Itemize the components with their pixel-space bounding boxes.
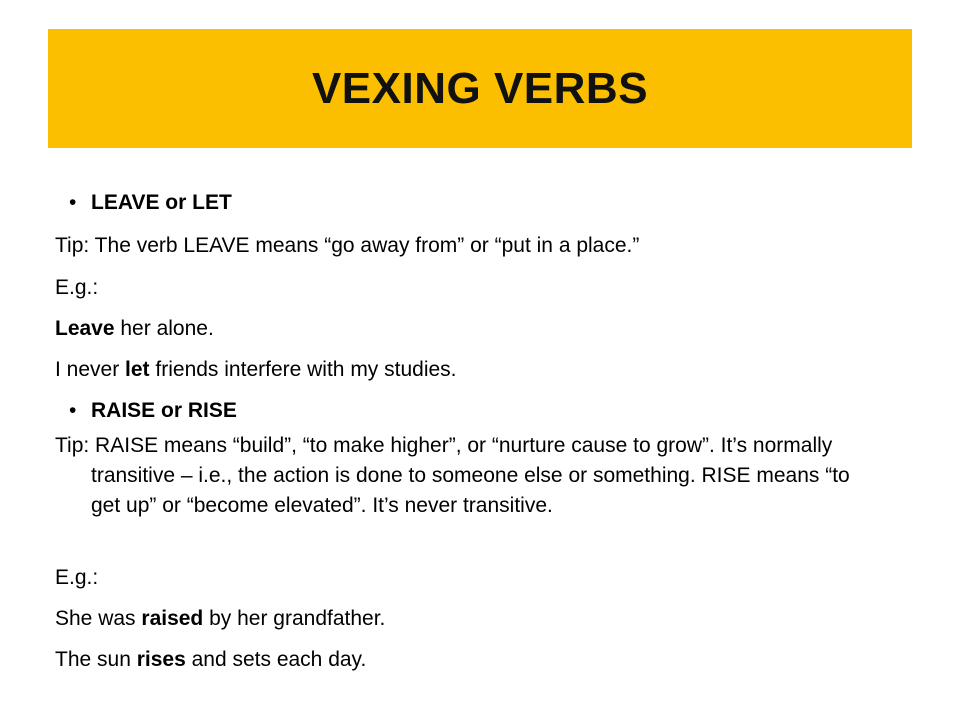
bullet-icon: •: [69, 191, 77, 214]
bullet-heading-raise-rise: [55, 400, 237, 421]
example-rest: friends interfere with my studies.: [149, 358, 457, 381]
example-pre: I never: [55, 358, 126, 381]
bullet-heading-leave-let: [55, 192, 232, 213]
title-banner: [48, 29, 912, 148]
example-verb: rises: [136, 648, 186, 671]
example-sentence: [55, 318, 214, 339]
example-sentence: [55, 649, 366, 670]
heading-text: LEAVE or LET: [91, 191, 232, 214]
tip-leave-let: Tip: The verb LEAVE means “go away from” or “put in a place.”: [55, 234, 640, 257]
slide-title: VEXING VERBS: [311, 63, 649, 113]
example-sentence: [55, 359, 457, 380]
tip-raise-rise: Tip: RAISE means “build”, “to make higher”, or “nurture cause to grow”. It’s normally transitive – i.e., the action is done to someone else or something. RISE means “to get up” or “become elevated”. It’s never transitive.: [55, 434, 850, 517]
example-verb: let: [125, 358, 150, 381]
eg-label: E.g.:: [55, 276, 99, 299]
heading-text: RAISE or RISE: [91, 399, 237, 422]
example-sentence: [55, 608, 385, 629]
example-rest: by her grandfather.: [203, 607, 386, 630]
example-rest: and sets each day.: [185, 648, 367, 671]
eg-label: E.g.:: [55, 566, 99, 589]
example-verb: Leave: [55, 317, 115, 340]
example-pre: She was: [55, 607, 142, 630]
example-pre: The sun: [55, 648, 137, 671]
bullet-icon: •: [69, 399, 77, 422]
example-verb: raised: [141, 607, 204, 630]
example-rest: her alone.: [114, 317, 214, 340]
